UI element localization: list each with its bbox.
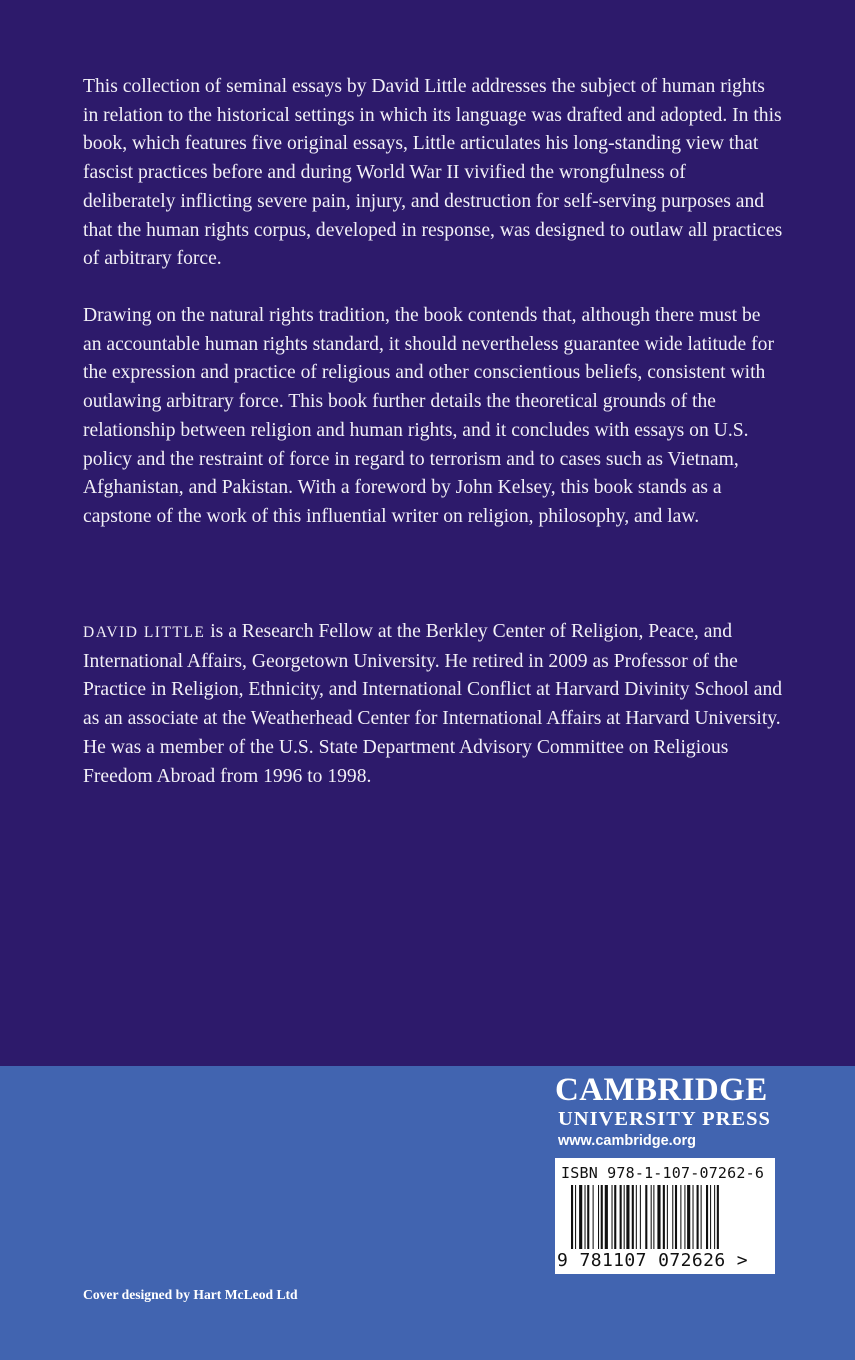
barcode-bar: [612, 1185, 613, 1249]
barcode-bar: [667, 1185, 668, 1249]
barcode-bar: [624, 1185, 625, 1249]
barcode-bar: [620, 1185, 622, 1249]
barcode-bar: [710, 1185, 711, 1249]
barcode-bar: [663, 1185, 665, 1249]
barcode-bar: [657, 1185, 660, 1249]
barcode-bar: [701, 1185, 702, 1249]
author-bio-text: is a Research Fellow at the Berkley Center of Religion, Peace, and International Affairs, Georgetown University. He retired in 2009 as Professor of the Practice in Religion, Ethnicity, and International Conflict at Harvard Divinity School and as an associate at the Weatherhead Center for International Affairs at Harvard University. He was a member of the U.S. State Department Advisory Committee on Religious Freedom Abroad from 1996 to 1998.: [83, 621, 783, 787]
barcode-bar: [614, 1185, 616, 1249]
barcode-bar: [687, 1185, 690, 1249]
barcode-bar: [585, 1185, 586, 1249]
barcode-bar: [640, 1185, 641, 1249]
author-name: DAVID LITTLE: [83, 624, 206, 641]
barcode-bar: [626, 1185, 629, 1249]
barcode-bar: [717, 1185, 719, 1249]
barcode-bar: [697, 1185, 699, 1249]
cover-design-credit: Cover designed by Hart McLeod Ltd: [83, 1287, 298, 1302]
barcode-bar: [693, 1185, 694, 1249]
barcode-bar: [605, 1185, 608, 1249]
barcode-bar: [575, 1185, 576, 1249]
publisher-logo-name: CAMBRIDGE: [555, 1072, 768, 1108]
publisher-url: www.cambridge.org: [558, 1133, 697, 1149]
barcode-bar: [593, 1185, 594, 1249]
barcode-bar: [653, 1185, 654, 1249]
barcode-bar: [672, 1185, 673, 1249]
barcode-bar: [601, 1185, 603, 1249]
barcode-bar: [651, 1185, 652, 1249]
author-bio: [83, 618, 783, 791]
barcode-bar: [636, 1185, 637, 1249]
barcode-bars: [571, 1185, 759, 1249]
barcode-bar: [598, 1185, 599, 1249]
isbn-label: ISBN 978-1-107-07262-6: [561, 1164, 765, 1182]
description-paragraph-2: Drawing on the natural rights tradition, the book contends that, although there must be an accountable human rights standard, it should nevertheless guarantee wide latitude for the expression and practice of religious and other conscientious beliefs, consistent with outlawing arbitrary force. This book further details the theoretical grounds of the relationship between religion and human rights, and it concludes with essays on U.S. policy and the restraint of force in regard to terrorism and to cases such as Vietnam, Afghanistan, and Pakistan. With a foreword by John Kelsey, this book stands as a capstone of the work of this influential writer on religion, philosophy, and law.: [83, 305, 774, 527]
barcode-bar: [706, 1185, 708, 1249]
barcode-bar: [680, 1185, 681, 1249]
barcode-box: [555, 1158, 775, 1274]
barcode-bar: [579, 1185, 582, 1249]
barcode-bar: [587, 1185, 589, 1249]
barcode-bar: [632, 1185, 634, 1249]
barcode-bar: [645, 1185, 647, 1249]
barcode-bar: [684, 1185, 685, 1249]
barcode-bar: [571, 1185, 573, 1249]
barcode-bar: [714, 1185, 715, 1249]
description-paragraph-1: This collection of seminal essays by David Little addresses the subject of human rights in relation to the historical settings in which its language was drafted and adopted. In this book, which features five original essays, Little articulates his long-standing view that fascist practices before and during World War II vivified the wrongfulness of deliberately inflicting severe pain, injury, and destruction for self-serving purposes and that the human rights corpus, developed in response, was designed to outlaw all practices of arbitrary force.: [83, 76, 783, 270]
ean-digits: 9 781107 072626 >: [557, 1250, 749, 1271]
publisher-logo-subtitle: UNIVERSITY PRESS: [558, 1108, 771, 1130]
barcode-bar: [675, 1185, 677, 1249]
